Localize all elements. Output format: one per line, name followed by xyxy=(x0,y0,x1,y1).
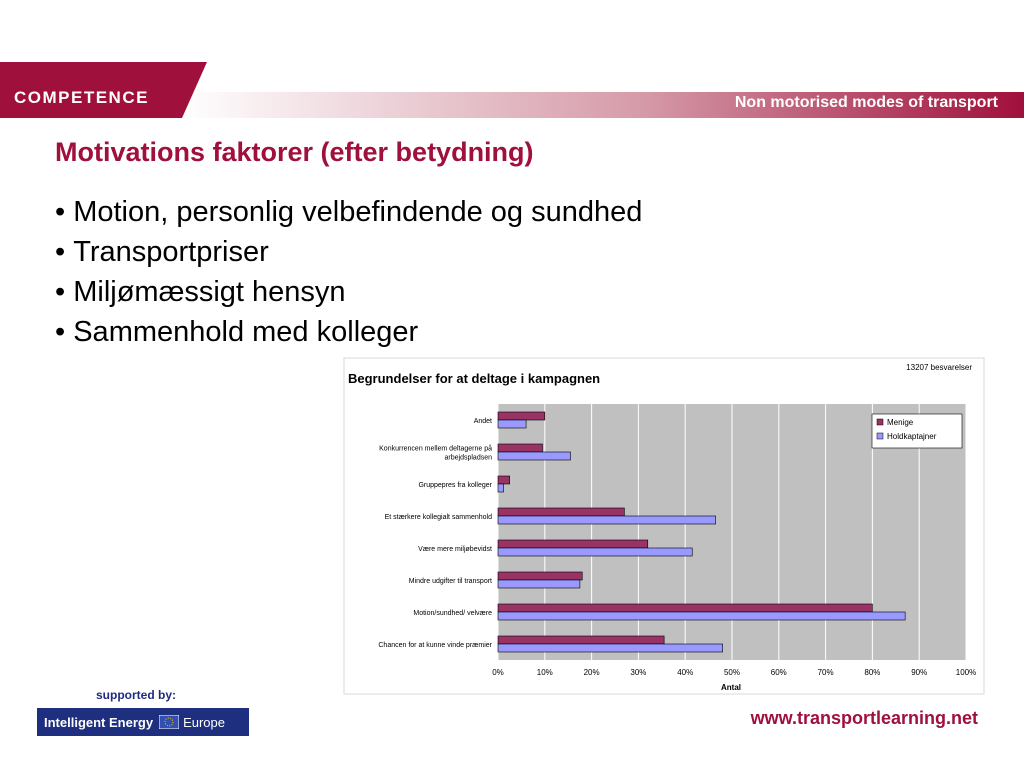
header-banner xyxy=(0,60,1024,120)
x-axis-label: Antal xyxy=(721,683,741,692)
bar-menige xyxy=(498,476,510,484)
bullet-item: • Miljømæssigt hensyn xyxy=(55,272,642,312)
bullet-item: • Sammenhold med kolleger xyxy=(55,312,642,352)
bar-menige xyxy=(498,444,542,452)
x-tick-label: 0% xyxy=(492,668,504,677)
category-label-line: Chancen for at kunne vinde præmier xyxy=(378,642,492,649)
bar-menige xyxy=(498,572,582,580)
competence-logo: COMPETENCE xyxy=(14,88,149,107)
x-tick-label: 10% xyxy=(536,668,553,677)
program-name: Intelligent Energy xyxy=(44,714,154,730)
legend-swatch xyxy=(877,419,883,425)
bar-menige xyxy=(498,604,872,612)
category-label xyxy=(418,482,492,489)
slide-title: Motivations faktorer (efter betydning) xyxy=(55,137,534,167)
bar-menige xyxy=(498,636,664,644)
category-label-line: Gruppepres fra kolleger xyxy=(418,482,492,489)
legend-box xyxy=(872,414,962,448)
bullet-item: • Transportpriser xyxy=(55,232,642,272)
bar-menige xyxy=(498,540,648,548)
eu-flag-icon xyxy=(159,715,179,729)
bar-holdkaptajner xyxy=(498,580,580,588)
category-label-line: Mindre udgifter til transport xyxy=(408,578,492,585)
category-label xyxy=(378,642,492,649)
supported-by-label: supported by: xyxy=(96,688,176,702)
intelligent-energy-logo xyxy=(37,708,249,736)
bar-holdkaptajner xyxy=(498,612,905,620)
legend-label: Holdkaptajner xyxy=(887,432,937,441)
category-label xyxy=(409,578,492,585)
x-tick-label: 30% xyxy=(630,668,647,677)
chart-note: 13207 besvarelser xyxy=(906,363,972,372)
category-label-line: Motion/sundhed/ velvære xyxy=(413,610,492,617)
bar-holdkaptajner xyxy=(498,452,571,460)
category-label-line: arbejdspladsen xyxy=(444,454,492,462)
category-label xyxy=(418,546,492,553)
category-label-line: Et stærkere kollegialt sammenhold xyxy=(384,514,492,521)
x-tick-label: 20% xyxy=(583,668,600,677)
bar-menige xyxy=(498,412,545,420)
bar-holdkaptajner xyxy=(498,644,723,652)
x-tick-label: 80% xyxy=(864,668,881,677)
x-tick-label: 70% xyxy=(817,668,834,677)
x-tick-label: 40% xyxy=(677,668,694,677)
bullet-item: • Motion, personlig velbefindende og sundhed xyxy=(55,192,642,232)
x-tick-label: 100% xyxy=(955,668,977,677)
header-tagline: Non motorised modes of transport xyxy=(734,94,998,111)
x-tick-label: 50% xyxy=(723,668,741,677)
bar-holdkaptajner xyxy=(498,420,526,428)
category-label-line: Andet xyxy=(473,418,492,425)
bar-menige xyxy=(498,508,624,516)
category-label-line: Konkurrencen mellem deltagerne på xyxy=(379,445,492,453)
category-label xyxy=(413,610,492,617)
category-label xyxy=(474,418,492,425)
bar-holdkaptajner xyxy=(498,516,716,524)
program-region: Europe xyxy=(183,714,225,730)
bar-holdkaptajner xyxy=(498,484,504,492)
bar-chart xyxy=(340,356,990,696)
bullet-list xyxy=(55,192,642,352)
x-tick-label: 60% xyxy=(770,668,787,677)
website-link[interactable]: www.transportlearning.net xyxy=(750,708,978,728)
legend-label: Menige xyxy=(887,418,914,427)
x-tick-label: 90% xyxy=(911,668,928,677)
bar-holdkaptajner xyxy=(498,548,692,556)
category-label xyxy=(385,514,492,521)
category-label-line: Være mere miljøbevidst xyxy=(418,546,492,553)
legend-swatch xyxy=(877,433,883,439)
chart-title: Begrundelser for at deltage i kampagnen xyxy=(348,371,601,386)
